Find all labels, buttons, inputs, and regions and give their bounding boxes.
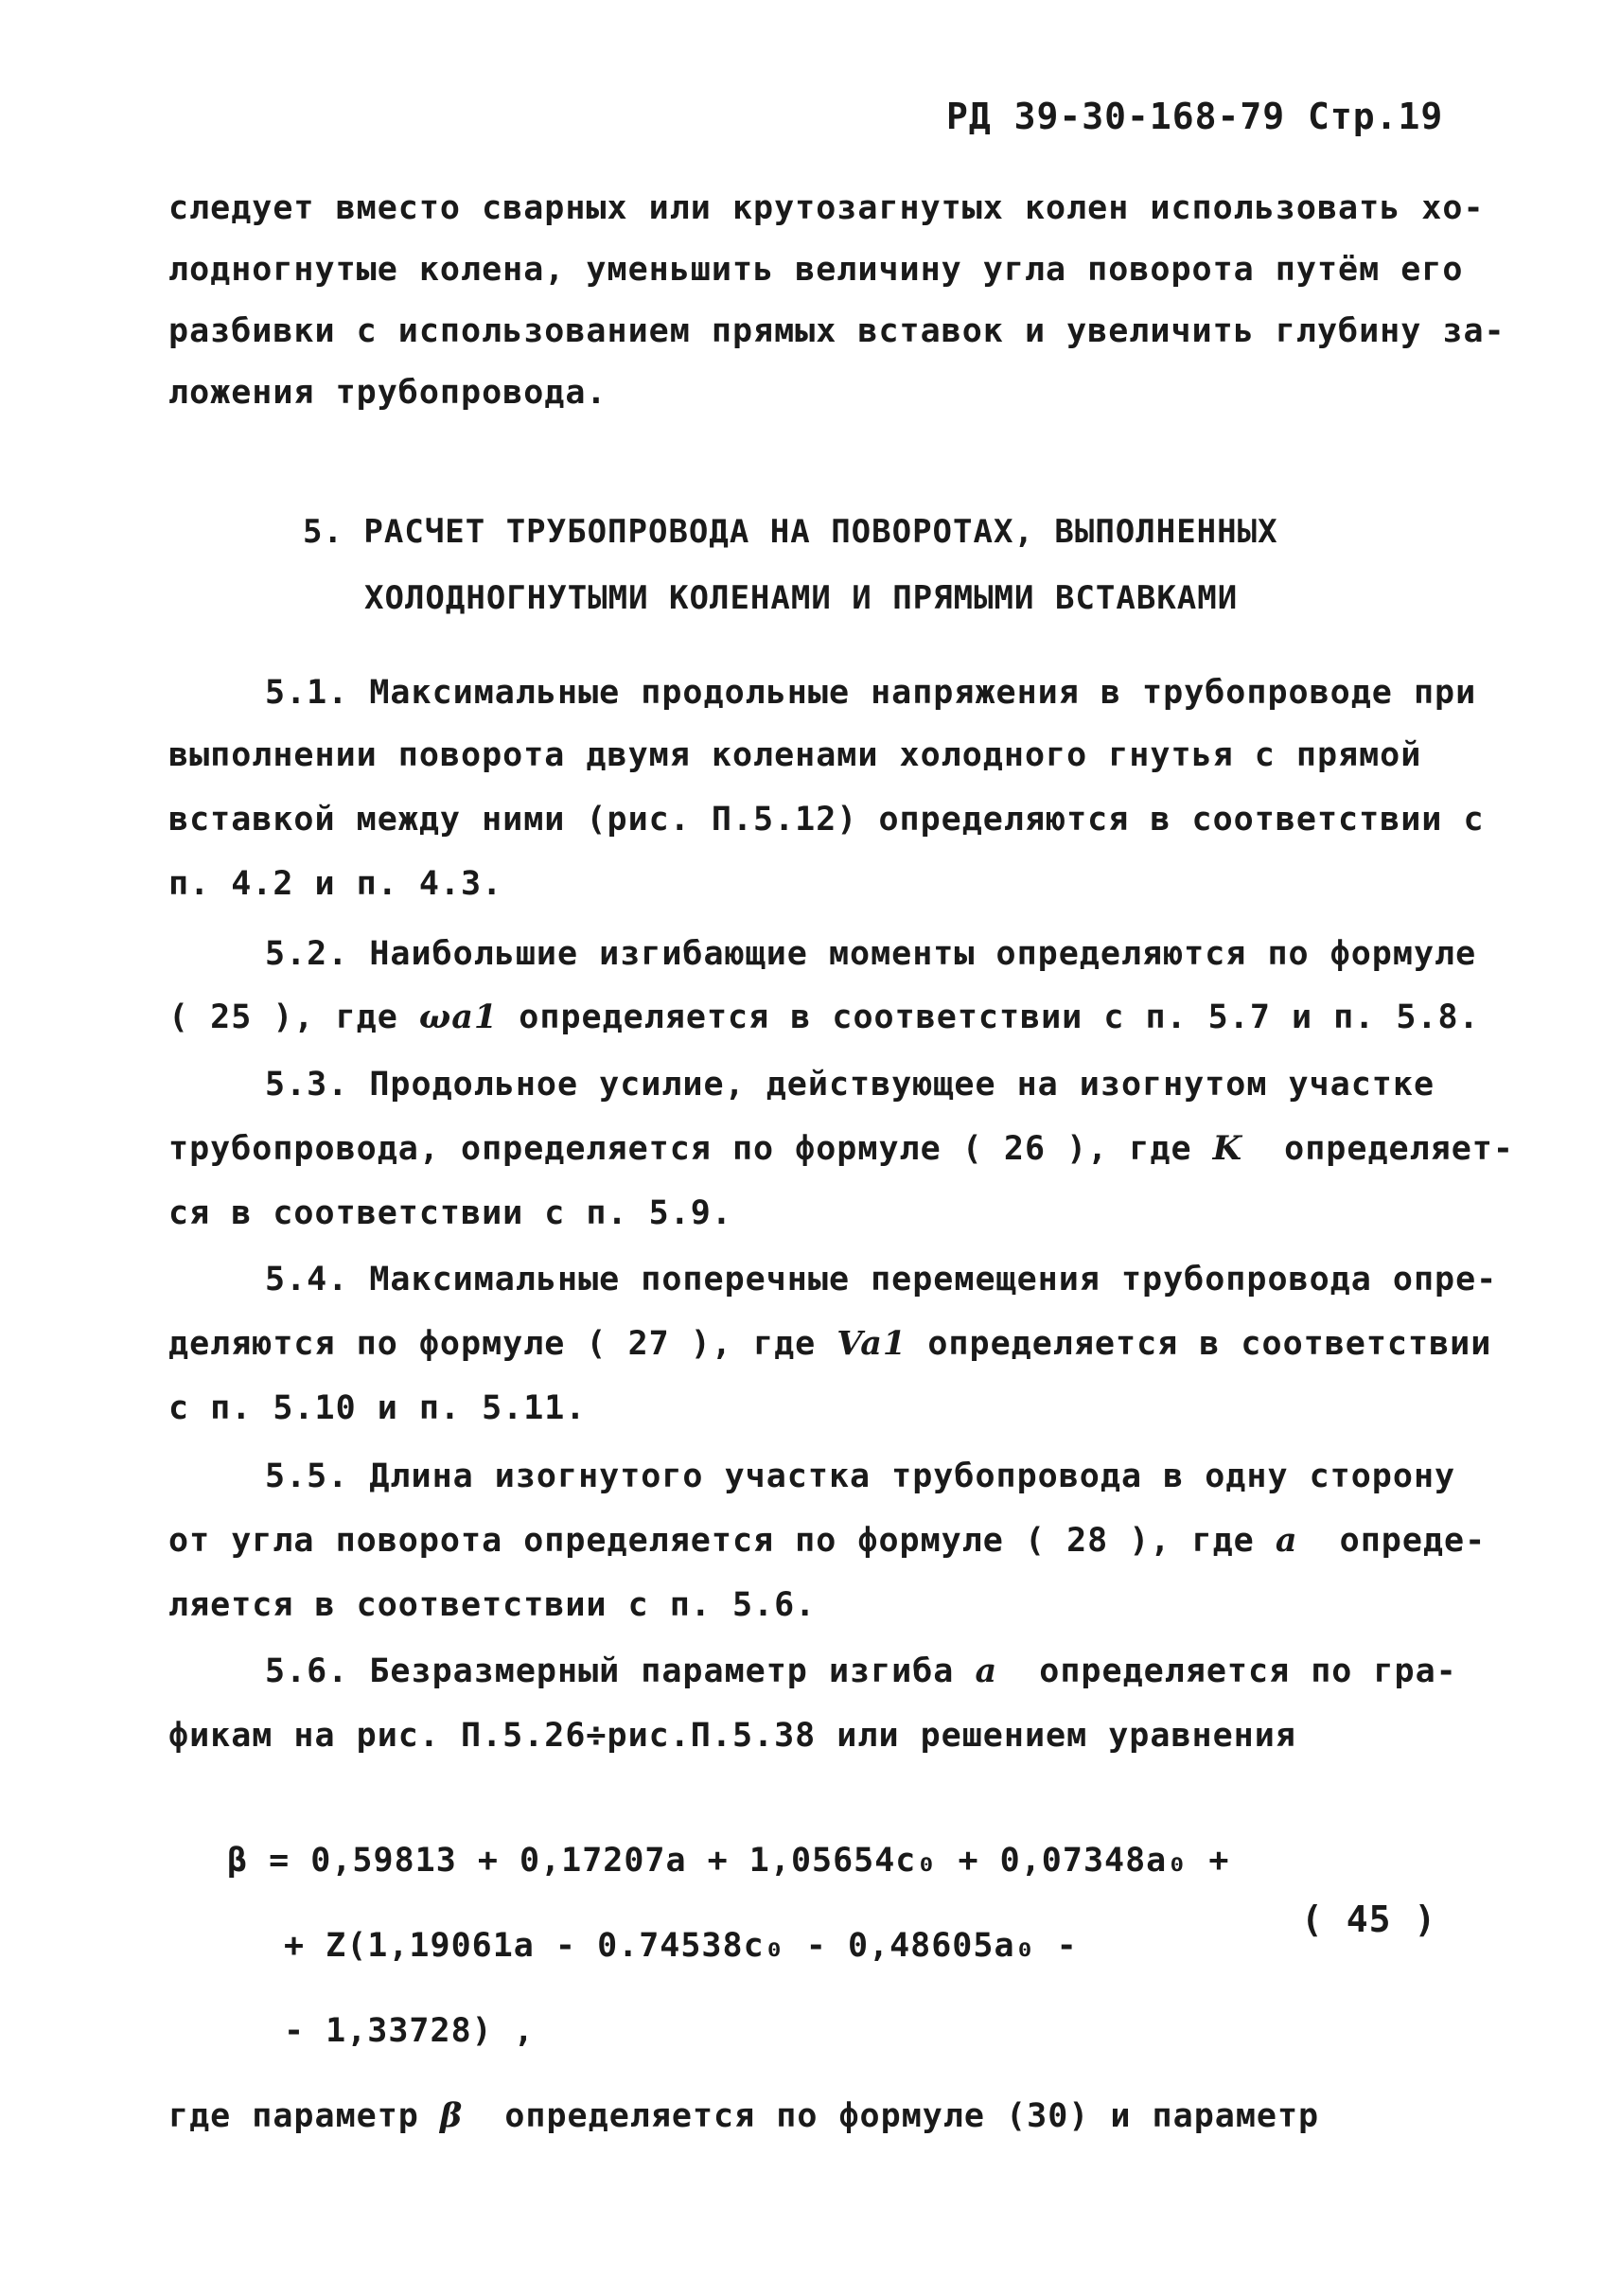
equation-number: ( 45 ) (1301, 1899, 1437, 1940)
p51-line-3: вставкой между ними (рис. П.5.12) определяются в соответствии с (168, 801, 1485, 839)
equation-line-3: - 1,33728) , (284, 2012, 535, 2050)
p53-line-1: 5.3. Продольное усилие, действующее на изогнутом участке (265, 1066, 1435, 1104)
p56-line-2: фикам на рис. П.5.26÷рис.П.5.38 или решением уравнения (168, 1717, 1296, 1755)
omega-symbol: ωa1 (418, 998, 499, 1036)
p54-line-3: с п. 5.10 и п. 5.11. (168, 1389, 587, 1427)
p55-line-1: 5.5. Длина изогнутого участка трубопровода в одну сторону (265, 1457, 1456, 1495)
p56-line-1: 5.6. Безразмерный параметр изгиба a определяется по гра- (265, 1651, 1457, 1690)
p54-line-1: 5.4. Максимальные поперечные перемещения трубопровода опре- (265, 1261, 1498, 1298)
v-symbol: Va1 (836, 1324, 907, 1363)
p54-line-2: деляются по формуле ( 27 ), где Va1 определяется в соответствии (168, 1324, 1492, 1363)
section-title-line-2: ХОЛОДНОГНУТЫМИ КОЛЕНАМИ И ПРЯМЫМИ ВСТАВКАМИ (364, 579, 1239, 617)
a-symbol: a (1275, 1521, 1298, 1560)
tail-line: где параметр β определяется по формуле (30) и параметр (168, 2096, 1320, 2135)
page-header: РД 39-30-168-79 Стр.19 (946, 96, 1444, 137)
p51-line-4: п. 4.2 и п. 4.3. (168, 865, 503, 903)
intro-line-4: ложения трубопровода. (168, 374, 608, 412)
p52-line-2: ( 25 ), где ωa1 определяется в соответствии с п. 5.7 и п. 5.8. (168, 998, 1480, 1036)
p53-line-3: ся в соответствии с п. 5.9. (168, 1194, 732, 1232)
intro-line-3: разбивки с использованием прямых вставок и увеличить глубину за- (168, 312, 1506, 350)
p51-line-1: 5.1. Максимальные продольные напряжения в трубопроводе при (265, 674, 1477, 712)
equation-line-1: β = 0,59813 + 0,17207a + 1,05654c₀ + 0,07348a₀ + (227, 1842, 1230, 1880)
a-symbol: a (975, 1651, 998, 1690)
p53-line-2: трубопровода, определяется по формуле ( 26 ), где K определяет- (168, 1129, 1514, 1168)
p55-line-3: ляется в соответствии с п. 5.6. (168, 1586, 817, 1624)
intro-line-2: лодногнутые колена, уменьшить величину угла поворота путём его (168, 251, 1464, 289)
section-title-line-1: 5. РАСЧЕТ ТРУБОПРОВОДА НА ПОВОРОТАХ, ВЫПОЛНЕННЫХ (303, 513, 1278, 551)
equation-line-2: + Z(1,19061a - 0.74538c₀ - 0,48605a₀ - (284, 1927, 1078, 1965)
p52-line-1: 5.2. Наибольшие изгибающие моменты определяются по формуле (265, 935, 1477, 973)
p55-line-2: от угла поворота определяется по формуле ( 28 ), где a опреде- (168, 1521, 1487, 1560)
intro-line-1: следует вместо сварных или крутозагнутых колен использовать хо- (168, 189, 1485, 227)
k-symbol: K (1212, 1129, 1243, 1168)
beta-symbol: β (439, 2096, 464, 2135)
p51-line-2: выполнении поворота двумя коленами холодного гнутья с прямой (168, 736, 1422, 774)
